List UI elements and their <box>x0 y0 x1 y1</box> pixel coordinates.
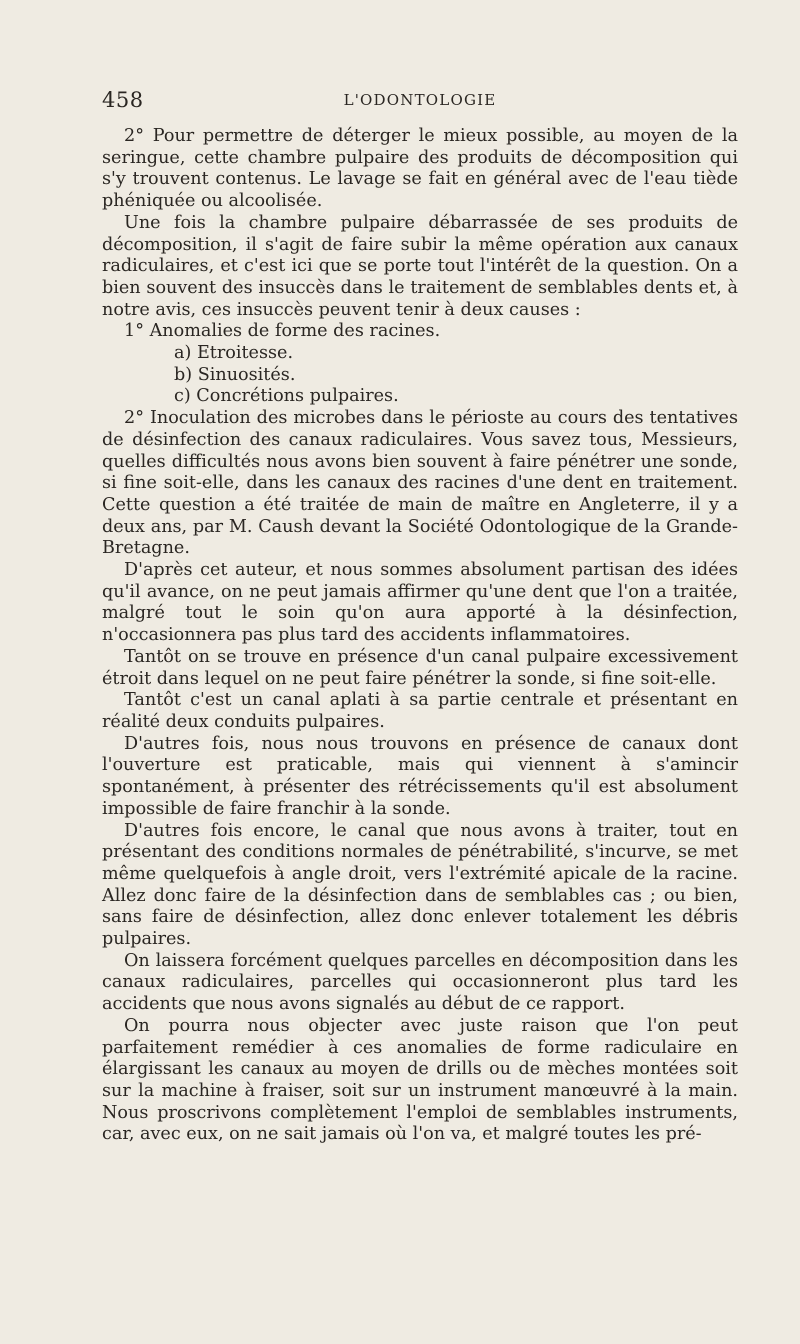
list-item: c) Concrétions pulpaires. <box>174 386 399 407</box>
page-header <box>102 88 738 114</box>
paragraph: On pourra nous objecter avec juste raison que l'on peut parfaitement remédier à ces anomalies de forme radiculaire en élargissant les canaux au moyen de drills ou de mèches montées soit sur la machine à fraiser, soit sur un instrument manœuvré à la main. Nous proscrivons complètement l'emploi de semblables instruments, car, avec eux, on ne sait jamais où l'on va, et malgré toutes les pré- <box>102 1015 738 1145</box>
paragraph: D'autres fois encore, le canal que nous avons à traiter, tout en présentant des conditions normales de pénétrabilité, s'incurve, se met même quelquefois à angle droit, vers l'extrémité apicale de la racine. Allez donc faire de la désinfection dans de semblables cas ; ou bien, sans faire de désinfection, allez donc enlever totalement les débris pulpaires. <box>102 820 738 950</box>
body-text <box>102 126 738 1146</box>
paragraph: On laissera forcément quelques parcelles en décomposition dans les canaux radiculaires, parcelles qui occasionneront plus tard les accidents que nous avons signalés au début de ce rapport. <box>102 950 738 1015</box>
list-item: a) Etroitesse. <box>174 343 294 364</box>
list-item: b) Sinuosités. <box>174 364 296 385</box>
paragraph: D'après cet auteur, et nous sommes absolument partisan des idées qu'il avance, on ne peut jamais affirmer qu'une dent que l'on a traitée, malgré tout le soin qu'on aura apporté à la désinfection, n'occasionnera pas plus tard des accidents inflammatoires. <box>102 560 738 646</box>
paragraph: Tantôt c'est un canal aplati à sa partie centrale et présentant en réalité deux conduits pulpaires. <box>102 690 738 732</box>
list-heading: 1° Anomalies de forme des racines. <box>124 321 441 342</box>
paragraph: 2° Pour permettre de déterger le mieux possible, au moyen de la seringue, cette chambre pulpaire des produits de décomposition qui s'y trouvent contenus. Le lavage se fait en général avec de l'eau tiède phéniquée ou alcoolisée. <box>102 126 738 212</box>
running-title: L'ODONTOLOGIE <box>343 91 497 109</box>
paragraph: 2° Inoculation des microbes dans le périoste au cours des tentatives de désinfection des canaux radiculaires. Vous savez tous, Messieurs, quelles difficultés nous avons bien souvent à faire pénétrer une sonde, si fine soit-elle, dans les canaux des racines d'une dent en traitement. Cette question a été traitée de main de maître en Angleterre, il y a deux ans, par M. Caush devant la Société Odontologique de la Grande-Bretagne. <box>102 408 738 559</box>
paragraph: Tantôt on se trouve en présence d'un canal pulpaire excessivement étroit dans lequel on ne peut faire pénétrer la sonde, si fine soit-elle. <box>102 646 738 689</box>
page-number: 458 <box>102 88 144 112</box>
paragraph: D'autres fois, nous nous trouvons en présence de canaux dont l'ouverture est praticable, mais qui viennent à s'amincir spontanément, à présenter des rétrécissements qu'il est absolument impossible de faire franchir à la sonde. <box>102 733 738 819</box>
paragraph: Une fois la chambre pulpaire débarrassée de ses produits de décomposition, il s'agit de faire subir la même opération aux canaux radiculaires, et c'est ici que se porte tout l'intérêt de la question. On a bien souvent des insuccès dans le traitement de semblables dents et, à notre avis, ces insuccès peuvent tenir à deux causes : <box>102 212 738 320</box>
